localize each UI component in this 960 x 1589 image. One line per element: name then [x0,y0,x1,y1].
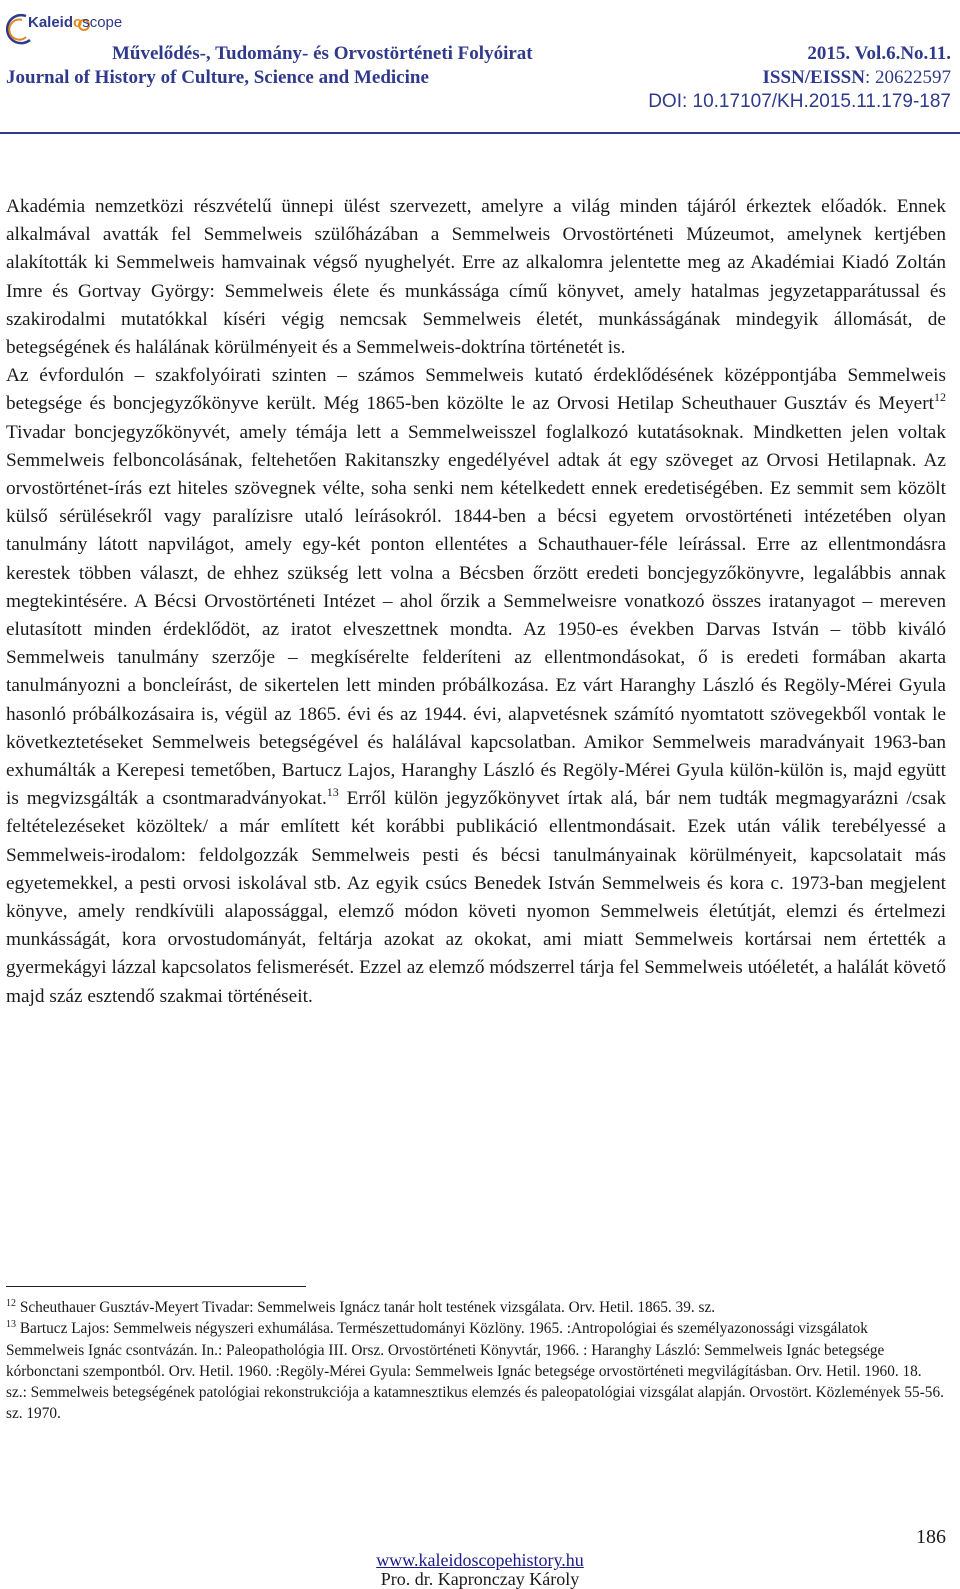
footnote-13-text: Bartucz Lajos: Semmelweis négyszeri exhumálása. Természettudományi Közlöny. 1965. :Antropológiai és személyazonossági vizsgálatok Semmelweis Ignác csontvázán. In.: Paleopathológia III. Orsz. Orvostörténeti Könyvtár, 1966. : Haranghy László: Semmelweis Ignác betegsége kórbonctani szempontból. Orv. Hetil. 1960. :Regöly-Mérei Gyula: Semmelweis Ignác betegsége orvostörténeti megvilágításban. Orv. Hetil. 1960. 18. sz.: Semmelweis betegségének patológiai rekonstrukciója a katamnesztikus elemzés és paleopatológiai vizsgálat alapján. Orvostört. Közlemények 55-56. sz. 1970. [6,1320,944,1423]
journal-doi: DOI: 10.17107/KH.2015.11.179-187 [648,91,951,112]
logo-text-a: Kaleid [28,14,74,31]
footnote-ref-12[interactable]: 12 [934,390,946,405]
issn-value: : 20622597 [864,67,951,88]
footnote-12-text: Scheuthauer Gusztáv-Meyert Tivadar: Semmelweis Ignácz tanár holt testének vizsgálata. Orv. Hetil. 1865. 39. sz. [16,1299,716,1316]
footnote-12 [6,1297,946,1318]
paragraph-2 [6,362,946,1011]
website-link[interactable]: www.kaleidoscopehistory.hu [376,1550,584,1570]
footnote-number-12: 12 [6,1298,16,1309]
journal-title-hu: Művelődés-, Tudomány- és Orvostörténeti Folyóirat [112,43,533,64]
footer-author: Pro. dr. Kapronczay Károly [380,1569,580,1589]
journal-title-en: Journal of History of Culture, Science and Medicine [6,67,429,88]
issn-label: ISSN/EISSN [762,67,865,88]
logo-text-b: scope [82,14,123,31]
journal-logo: Kaleidoscope [6,8,116,48]
paragraph-2-part-a: Az évfordulón – szakfolyóirati szinten – számos Semmelweis kutató érdeklődésének középpontjába Semmelweis betegsége és boncjegyzőkönyve került. Még 1865-ben közölte le az Orvosi Hetilap Scheuthauer Gusztáv és Meyert [6,365,946,415]
paragraph-1: Akadémia nemzetközi részvételű ünnepi ülést szervezett, amelyre a világ minden tájáról érkeztek előadók. Ennek alkalmával avatták fel Semmelweis szülőházában a Semmelweis Orvostörténeti Múzeumot, amelynek kertjében alakították ki Semmelweis hamvainak végső nyughelyét. Erre az alkalomra jelentette meg az Akadémiai Kiadó Zoltán Imre és Gortvay György: Semmelweis élete és munkássága című könyvet, amely hatalmas jegyzetapparátussal és szakirodalmi mutatókkal kíséri végig nemcsak Semmelweis életét, munkásságának mindegyik állomását, de betegségének és halálának körülményeit és a Semmelweis-doktrína történetét is. [6,196,946,359]
journal-issn [763,67,951,89]
footnote-ref-13[interactable]: 13 [326,785,339,800]
article-body [6,193,946,1011]
header-rule [0,132,960,134]
paragraph-2-part-b: Tivadar boncjegyzőkönyvét, amely témája lett a Semmelweisszel foglalkozó kutatásoknak. Mindketten jelen voltak Semmelweis felboncolásának, feltehetően Rakitanszky engedélyével adtak át egy szöveget az Orvosi Hetilapnak. Az orvostörténet-írás ezt hiteles szövegnek vélte, soha senki nem kételkedett ennek eredetiségében. Ez semmit sem közölt külső sérülésekről vagy paralízisre utaló leírásokról. 1844-ben a bécsi egyetem orvostörténeti intézetében olyan tanulmány látott napvilágot, amely egy-két ponton ellentétes a Schauthauer-féle leírással. Erre az ellentmondásra kerestek többen választ, de ehhez szükség lett volna a Bécsben őrzött eredeti boncjegyzőkönyvre, legalábbis annak megtekintésére. A Bécsi Orvostörténeti Intézet – ahol őrzik a Semmelweisre vonatkozó összes iratanyagot – mereven elutasított minden érdeklődöt, az iratot elveszettnek mondta. Az 1950-es években Darvas István – több kiváló Semmelweis tanulmány szerzője – megkísérelte felderíteni az ellentmondásokat, ő is eredeti formában akarta tanulmányozni a boncleírást, de sikertelen lett minden próbálkozása. Ez várt Haranghy László és Regöly-Mérei Gyula hasonló próbálkozásaira is, végül az 1865. évi és az 1944. évi, alapvetésnek számító nyomtatott szövegekből vontak le következtetéseket Semmelweis betegségével és halálával kapcsolatban. Amikor Semmelweis maradványait 1963-ban exhumálták a Kerepesi temetőben, Bartucz Lajos, Haranghy László és Regöly-Mérei Gyula külön-külön is, majd együtt is megvizsgálták a csontmaradványokat. [6,421,946,810]
footnote-13 [6,1318,946,1424]
page-number: 186 [916,1526,946,1548]
footnotes [6,1297,946,1425]
journal-volume: 2015. Vol.6.No.11. [807,43,951,64]
footnote-number-13: 13 [6,1319,16,1331]
footnote-rule [6,1286,306,1287]
paragraph-2-part-c: Erről külön jegyzőkönyvet írtak alá, bár nem tudták megmagyarázni /csak feltételezéseket közöltek/ a már említett két korábbi publikáció ellentmondásait. Ezek után válik terebélyessé a Semmelweis-irodalom: feldolgozzák Semmelweis pesti és bécsi tanulmányainak körülményeit, kapcsolatait más egyetemekkel, a pesti orvosi iskolával stb. Az egyik csúcs Benedek István Semmelweis és kora c. 1973-ban megjelent könyve, amely rendkívüli alapossággal, elemző módon követi nyomon Semmelweis életútját, elemzi és értelmezi munkásságát, kora orvostudományát, feltárja azokat az okokat, ami miatt Semmelweis kortársai nem értették a gyermekágyi lázzal kapcsolatos felismerését. Ezzel az elemző módszerrel tárja fel Semmelweis utóéletét, a halálát követő majd száz esztendő szakmai történéseit. [6,788,946,1007]
